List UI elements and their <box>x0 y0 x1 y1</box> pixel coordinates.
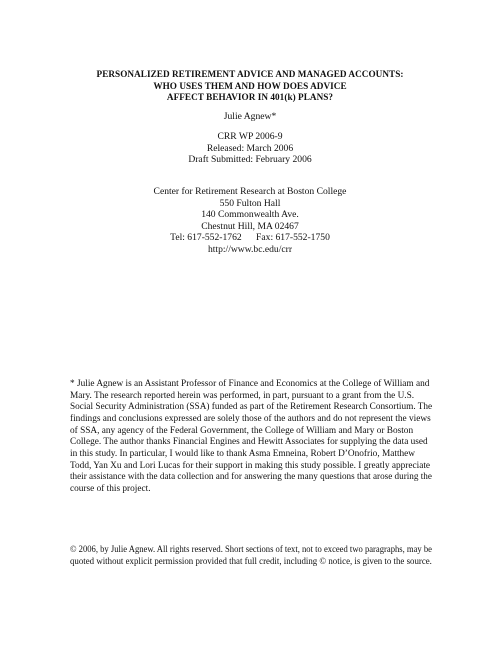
title-line-1: PERSONALIZED RETIREMENT ADVICE AND MANAGED ACCOUNTS: <box>96 69 404 79</box>
author-footnote <box>70 379 432 496</box>
footnote-line: Social Security Administration (SSA) funded as part of the Retirement Research Consortium. The <box>70 402 433 413</box>
address-street-2: 140 Commonwealth Ave. <box>201 209 299 221</box>
footnote-line: Mary. The research reported herein was performed, in part, pursuant to a grant from the U.S. <box>70 390 415 401</box>
footnote-line: course of this project. <box>70 483 151 494</box>
footnote-line: Todd, Yan Xu and Lori Lucas for their support in making this study possible. I greatly appreciate <box>70 460 431 471</box>
footnote-line: their assistance with the data collection and for answering the many questions that arose during the <box>70 472 432 483</box>
address-street-1: 550 Fulton Hall <box>219 197 281 209</box>
copyright-line: © 2006, by Julie Agnew. All rights reserved. Short sections of text, not to exceed two paragraphs, may be <box>70 545 432 555</box>
working-paper-number: CRR WP 2006-9 <box>217 131 283 142</box>
footnote-line: of SSA, any agency of the Federal Government, the College of William and Mary or Boston <box>70 425 414 436</box>
title-line-2: WHO USES THEM AND HOW DOES ADVICE <box>153 80 347 91</box>
footnote-line: * Julie Agnew is an Assistant Professor of Finance and Economics at the College of William and <box>70 379 430 389</box>
copyright-line: quoted without explicit permission provided that full credit, including © notice, is given to the source. <box>70 556 432 567</box>
website-url: http://www.bc.edu/crr <box>207 243 293 255</box>
footnote-line: College. The author thanks Financial Engines and Hewitt Associates for supplying the data used <box>70 437 428 448</box>
address-block <box>60 186 440 256</box>
footnote-line: in this study. In particular, I would like to thank Asma Emneina, Robert D’Onofrio, Matthew <box>70 448 416 459</box>
organization-name: Center for Retirement Research at Boston College <box>153 186 347 197</box>
copyright-notice <box>70 545 432 568</box>
author-name: Julie Agnew* <box>223 111 277 122</box>
phone-fax: Tel: 617-552-1762 Fax: 617-552-1750 <box>170 232 330 244</box>
author-block <box>60 111 440 123</box>
paper-title <box>60 69 440 104</box>
draft-submitted-date: Draft Submitted: February 2006 <box>188 154 312 166</box>
release-date: Released: March 2006 <box>206 142 294 154</box>
paper-info <box>60 131 440 166</box>
address-city: Chestnut Hill, MA 02467 <box>201 220 299 232</box>
footnote-line: findings and conclusions expressed are solely those of the authors and do not represent the views <box>70 413 431 424</box>
title-line-3: AFFECT BEHAVIOR IN 401(k) PLANS? <box>166 92 334 102</box>
